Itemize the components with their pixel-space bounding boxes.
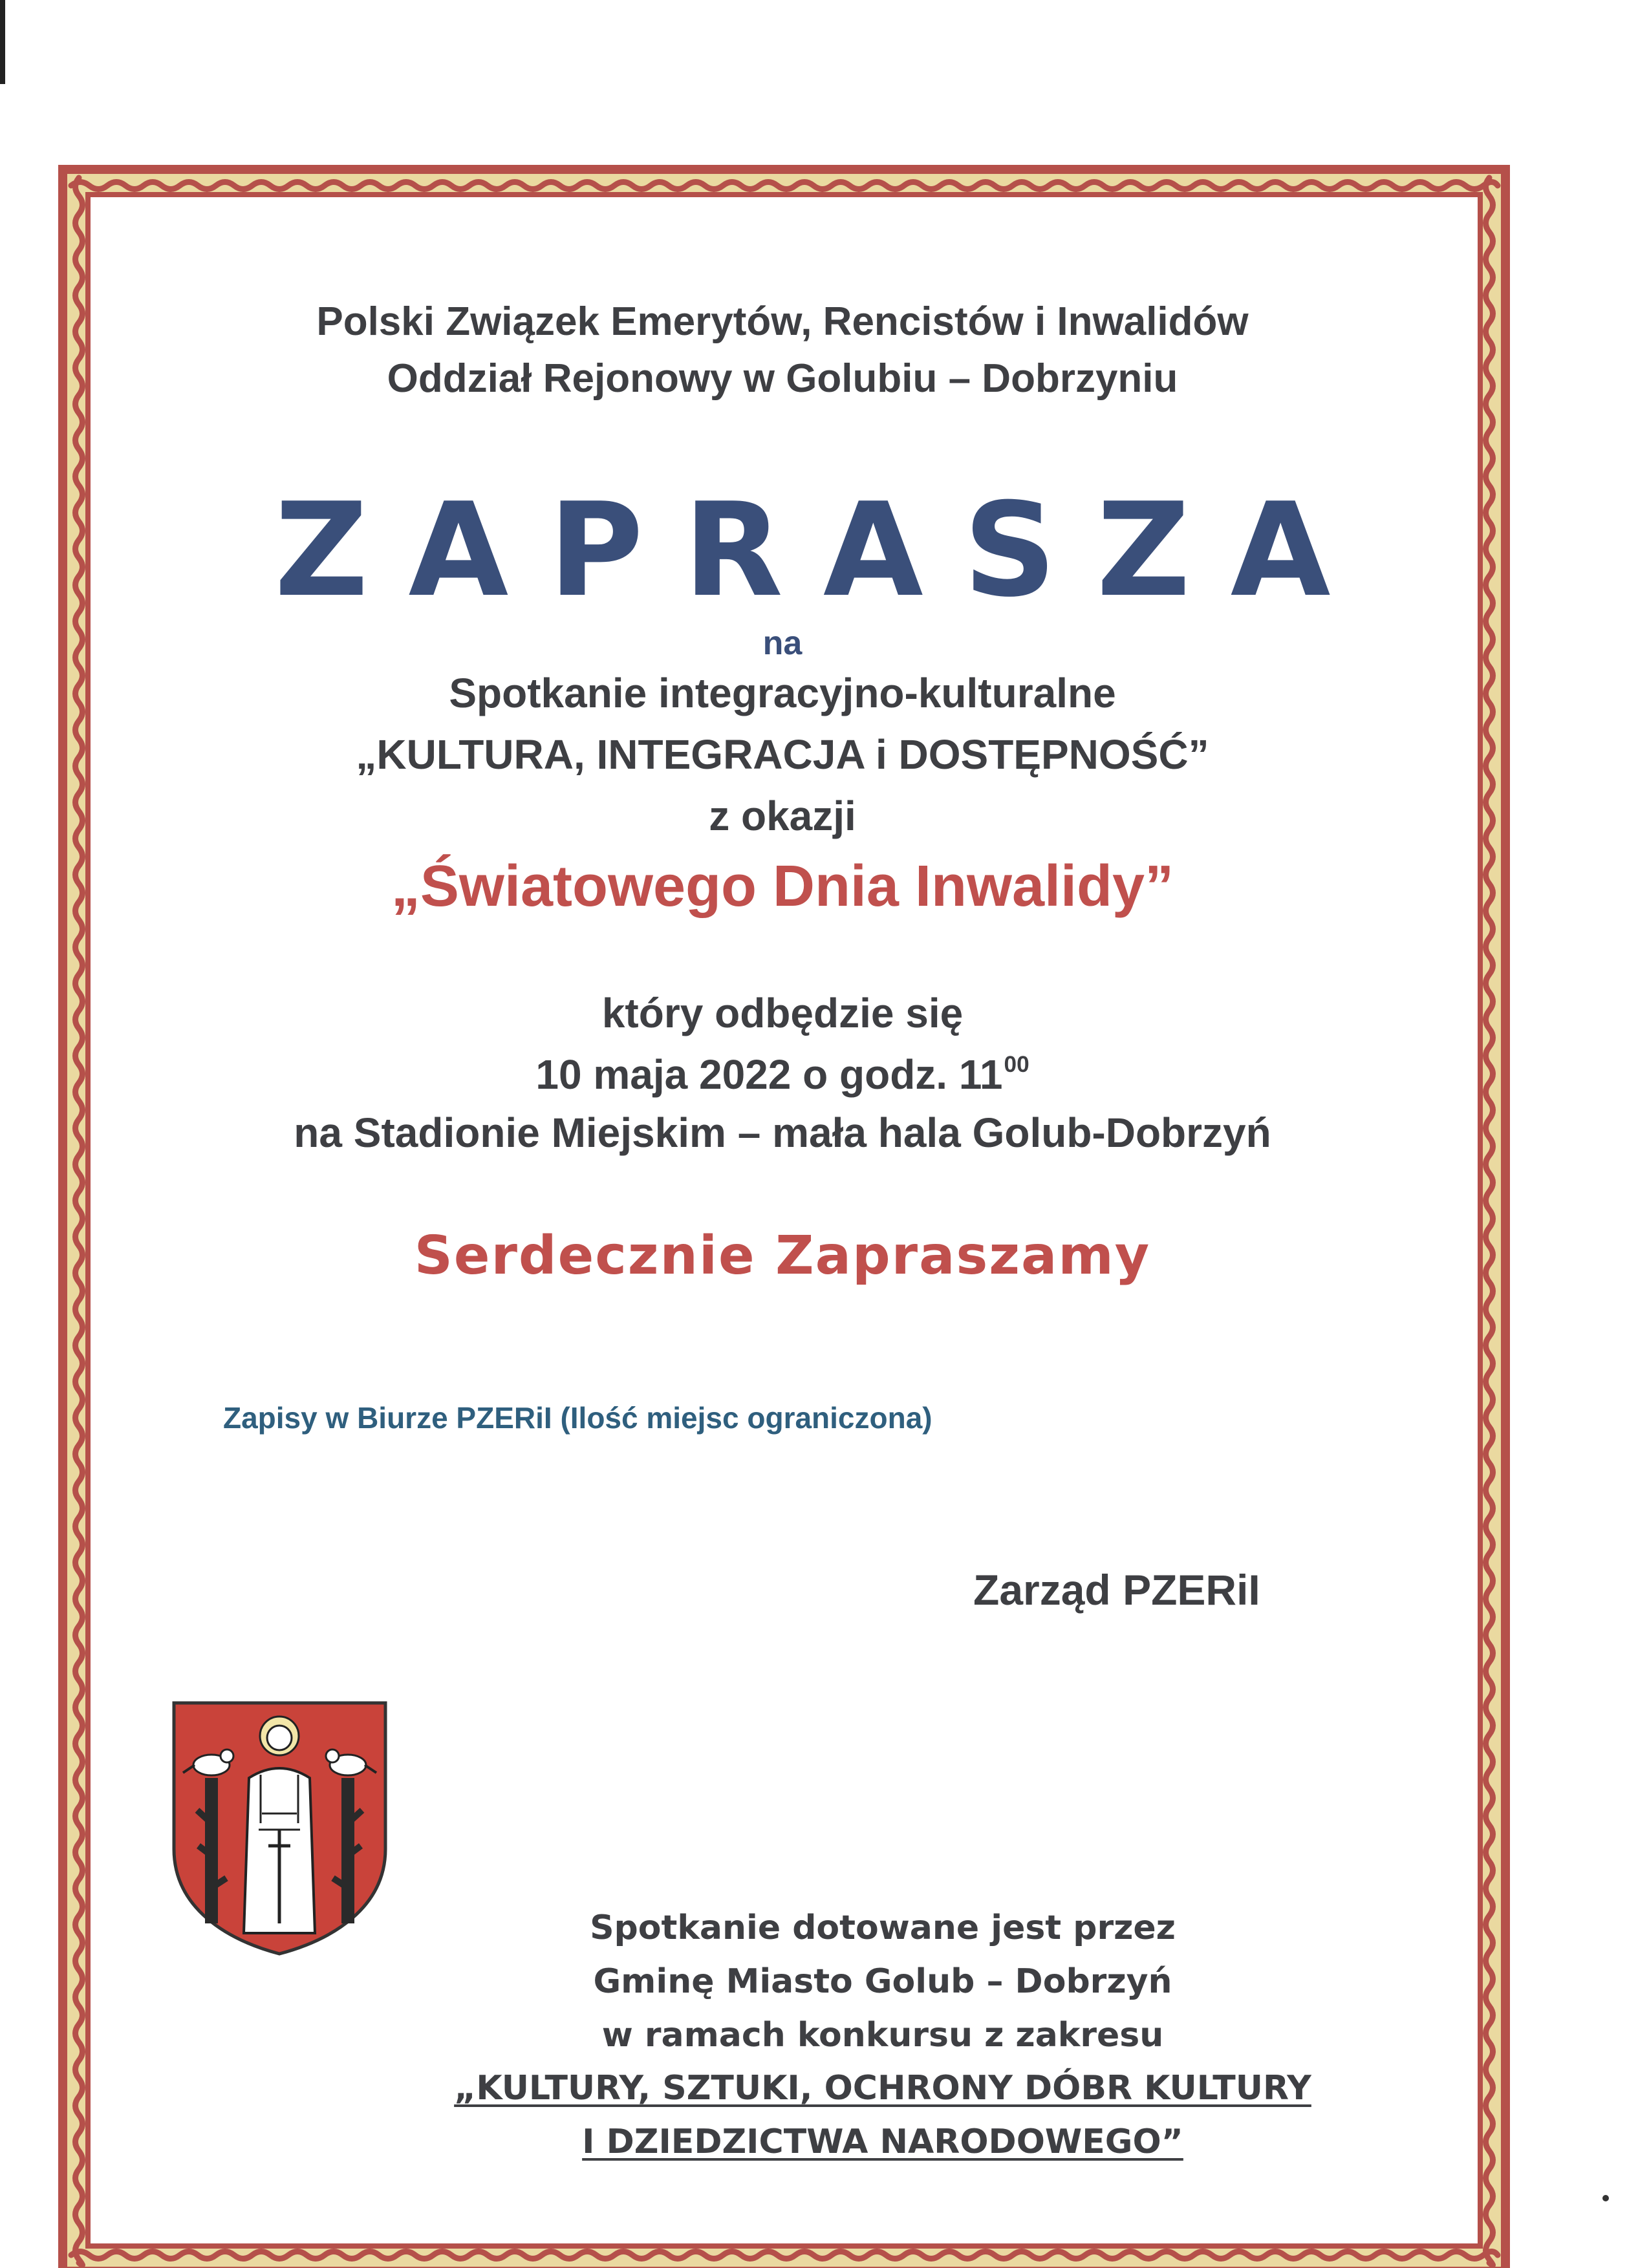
page-title: ZAPRASZA xyxy=(274,475,1371,626)
event-name: „KULTURA, INTEGRACJA i DOSTĘPNOŚĆ” xyxy=(356,731,1209,778)
funding-line-5 xyxy=(184,2123,1581,2161)
funding-line-3: w ramach konkursu z zakresu xyxy=(601,2016,1164,2055)
occasion-intro: z okazji xyxy=(709,793,856,839)
scan-speck xyxy=(1602,2195,1609,2201)
registration-note: Zapisy w Biurze PZERiI (Ilość miejsc ograniczona) xyxy=(223,1401,932,1435)
na-word: na xyxy=(762,625,803,662)
event-date-text: 10 maja 2022 o godz. 11 xyxy=(535,1051,1003,1098)
greeting: Serdecznie Zapraszamy xyxy=(414,1225,1151,1287)
organization-name: Polski Związek Emerytów, Rencistów i Inwalidów xyxy=(316,299,1249,344)
signature: Zarząd PZERiI xyxy=(973,1566,1260,1614)
funding-line-1: Spotkanie dotowane jest przez xyxy=(590,1909,1176,1947)
funding-program-name: „KULTURY, SZTUKI, OCHRONY DÓBR KULTURY xyxy=(454,2069,1311,2108)
funding-line-4 xyxy=(184,2069,1581,2108)
event-date xyxy=(84,1051,1481,1098)
funding-program-name-end: I DZIEDZICTWA NARODOWEGO” xyxy=(582,2123,1183,2161)
event-time-minutes: 00 xyxy=(1004,1051,1029,1077)
event-place: na Stadionie Miejskim – mała hala Golub-Dobrzyń xyxy=(294,1109,1271,1156)
event-type: Spotkanie integracyjno-kulturalne xyxy=(449,670,1116,716)
funding-line-2: Gminę Miasto Golub – Dobrzyń xyxy=(593,1962,1172,2001)
organization-branch: Oddział Rejonowy w Golubiu – Dobrzyniu xyxy=(387,356,1178,401)
event-intro: który odbędzie się xyxy=(601,990,964,1036)
occasion-name: „Światowego Dnia Inwalidy” xyxy=(391,854,1174,919)
